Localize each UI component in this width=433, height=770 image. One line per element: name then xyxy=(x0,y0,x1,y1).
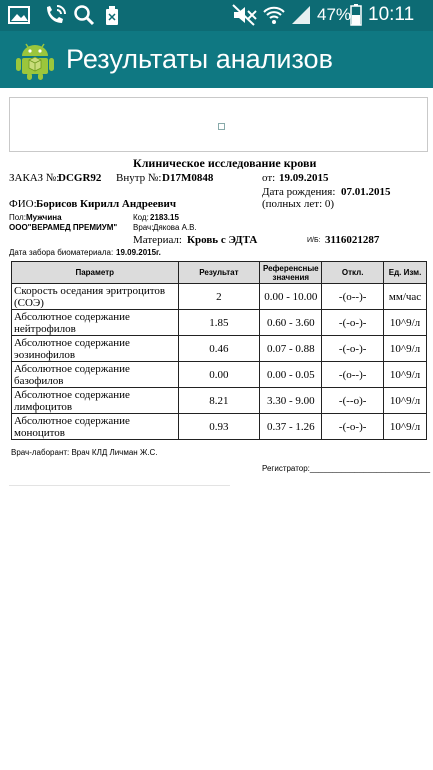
deviation-cell: -(--о)- xyxy=(322,388,384,414)
signal-icon xyxy=(291,4,311,26)
reference-cell: 0.07 - 0.88 xyxy=(260,336,322,362)
search-icon xyxy=(73,4,95,26)
code-label: Код: xyxy=(133,213,149,222)
result-cell: 8.21 xyxy=(178,388,260,414)
param-cell: Скорость оседания эритроцитов (СОЭ) xyxy=(12,284,179,310)
deviation-cell: -(-о-)- xyxy=(322,310,384,336)
date-label: от: xyxy=(262,172,276,184)
unit-cell: 10^9/л xyxy=(384,310,427,336)
app-title: Результаты анализов xyxy=(66,44,333,74)
app-bar xyxy=(0,31,433,88)
lab-doctor: Врач-лаборант: Врач КЛД Личман Ж.С. xyxy=(11,448,158,457)
header-deviation: Откл. xyxy=(322,262,384,284)
clock: 10:11 xyxy=(368,4,415,25)
table-row xyxy=(12,388,427,414)
param-cell: Абсолютное содержание нейтрофилов xyxy=(12,310,179,336)
result-cell: 0.46 xyxy=(178,336,260,362)
org-value: ООО"ВЕРАМЕД ПРЕМИУМ" xyxy=(9,223,118,232)
deviation-cell: -(-о-)- xyxy=(322,414,384,440)
table-row xyxy=(12,362,427,388)
result-cell: 0.93 xyxy=(178,414,260,440)
doctor-label: Врач: xyxy=(133,223,154,232)
table-row xyxy=(12,336,427,362)
reference-cell: 0.00 - 0.05 xyxy=(260,362,322,388)
wifi-icon xyxy=(263,4,285,26)
param-cell: Абсолютное содержание базофилов xyxy=(12,362,179,388)
unit-cell: 10^9/л xyxy=(384,336,427,362)
param-cell: Абсолютное содержание моноцитов xyxy=(12,414,179,440)
sample-date-label: Дата забора биоматериала: xyxy=(9,248,114,257)
table-row xyxy=(12,284,427,310)
reference-cell: 0.37 - 1.26 xyxy=(260,414,322,440)
divider xyxy=(9,485,230,486)
unit-cell: 10^9/л xyxy=(384,362,427,388)
cleaner-icon xyxy=(103,4,121,26)
reference-cell: 0.00 - 10.00 xyxy=(260,284,322,310)
fio-value: Борисов Кирилл Андреевич xyxy=(36,198,177,210)
deviation-cell: -(-о-)- xyxy=(322,336,384,362)
header-result: Результат xyxy=(178,262,260,284)
unit-cell: 10^9/л xyxy=(384,414,427,440)
mute-icon xyxy=(232,4,258,26)
result-cell: 0.00 xyxy=(178,362,260,388)
material-value: Кровь с ЭДТА xyxy=(187,234,258,246)
phone-wifi-icon xyxy=(43,4,67,26)
broken-image-icon xyxy=(218,123,225,130)
internal-value: D17M0848 xyxy=(162,172,214,184)
age-text: (полных лет: 0) xyxy=(262,198,335,210)
unit-cell: 10^9/л xyxy=(384,388,427,414)
sex-value: Мужчина xyxy=(26,213,62,222)
internal-label: Внутр №: xyxy=(116,172,162,184)
date-value: 19.09.2015 xyxy=(279,172,329,184)
header-reference: Референсные значения xyxy=(260,262,322,284)
android-icon[interactable] xyxy=(14,39,56,81)
result-cell: 1.85 xyxy=(178,310,260,336)
reference-cell: 0.60 - 3.60 xyxy=(260,310,322,336)
gallery-icon xyxy=(8,4,30,26)
order-label: ЗАКАЗ №: xyxy=(9,172,60,184)
header-unit: Ед. Изм. xyxy=(384,262,427,284)
ib-label: И/Б: xyxy=(307,237,321,244)
material-label: Материал: xyxy=(133,234,182,246)
banner-frame xyxy=(9,97,428,152)
param-cell: Абсолютное содержание лимфоцитов xyxy=(12,388,179,414)
order-value: DCGR92 xyxy=(58,172,102,184)
ib-value: 3116021287 xyxy=(325,234,380,246)
birth-label: Дата рождения: xyxy=(262,186,336,198)
battery-icon xyxy=(350,4,362,26)
table-row xyxy=(12,414,427,440)
reference-cell: 3.30 - 9.00 xyxy=(260,388,322,414)
birth-value: 07.01.2015 xyxy=(341,186,391,198)
battery-percent: 47% xyxy=(317,5,352,24)
param-cell: Абсолютное содержание эозинофилов xyxy=(12,336,179,362)
table-header-row xyxy=(12,262,427,284)
report-view[interactable] xyxy=(0,88,433,770)
doctor-value: Дякова А.В. xyxy=(153,223,197,232)
code-value: 2183.15 xyxy=(150,213,179,222)
fio-label: ФИО: xyxy=(9,198,37,210)
document-title: Клиническое исследование крови xyxy=(133,156,317,170)
results-table xyxy=(11,261,427,440)
status-bar xyxy=(0,0,433,31)
sex-label: Пол: xyxy=(9,213,26,222)
deviation-cell: -(о--)- xyxy=(322,284,384,310)
registrar-line: Регистратор:___________________________ xyxy=(262,464,431,473)
deviation-cell: -(о--)- xyxy=(322,362,384,388)
result-cell: 2 xyxy=(178,284,260,310)
unit-cell: мм/час xyxy=(384,284,427,310)
header-param: Параметр xyxy=(12,262,179,284)
sample-date-value: 19.09.2015г. xyxy=(116,248,161,257)
table-row xyxy=(12,310,427,336)
